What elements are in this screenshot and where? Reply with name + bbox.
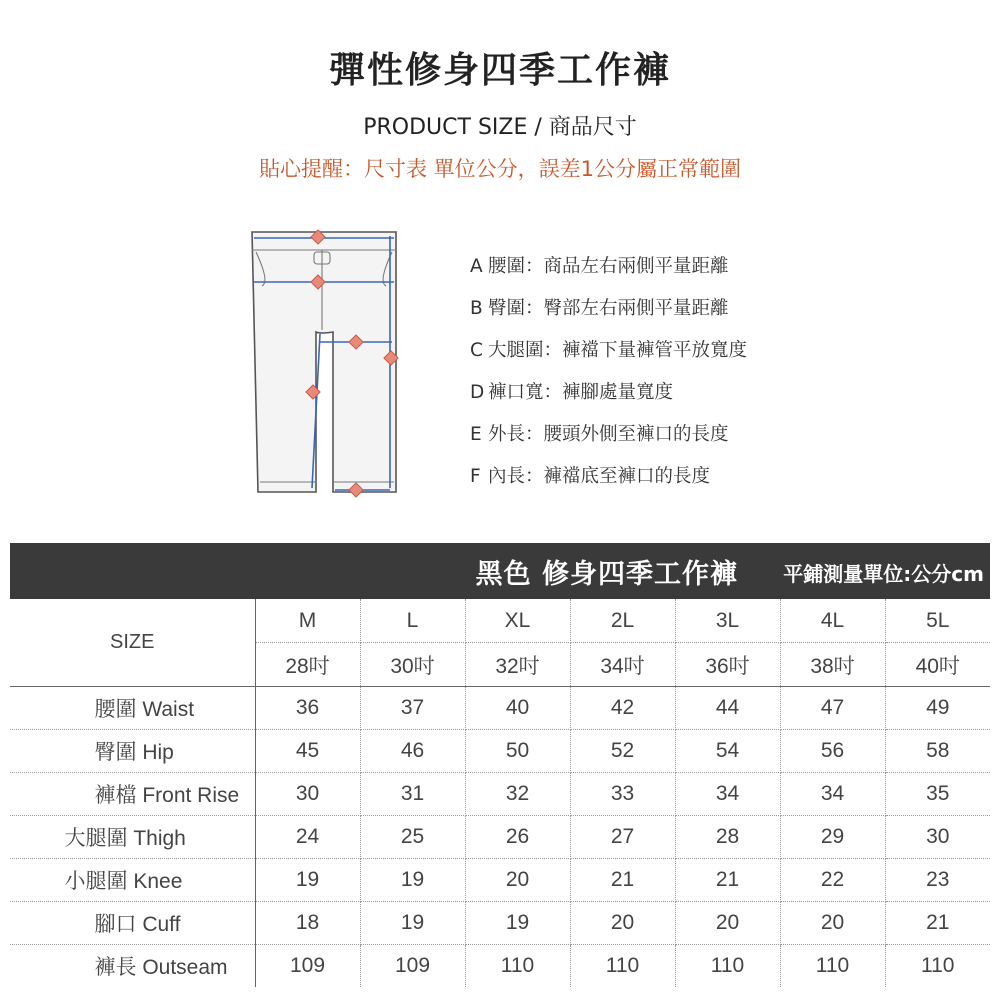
- legend-item: A 腰圍：商品左右兩側平量距離: [470, 256, 729, 277]
- banner-unit-note: 平鋪測量單位:公分cm: [783, 562, 984, 586]
- row-label: 臀圍 Hip: [10, 730, 255, 773]
- value-cell: 19: [255, 859, 360, 902]
- inch-cell: 36吋: [675, 643, 780, 687]
- row-label: 大腿圍 Thigh: [10, 816, 255, 859]
- inch-cell: 38吋: [780, 643, 885, 687]
- value-cell: 110: [570, 945, 675, 988]
- value-cell: 21: [885, 902, 990, 945]
- inch-cell: 28吋: [255, 643, 360, 687]
- value-cell: 33: [570, 773, 675, 816]
- legend-item: F 內長：褲襠底至褲口的長度: [470, 466, 711, 487]
- value-cell: 20: [780, 902, 885, 945]
- value-cell: 32: [465, 773, 570, 816]
- value-cell: 54: [675, 730, 780, 773]
- size-cell: 4L: [780, 599, 885, 643]
- value-cell: 34: [780, 773, 885, 816]
- value-cell: 110: [465, 945, 570, 988]
- value-cell: 26: [465, 816, 570, 859]
- value-cell: 46: [360, 730, 465, 773]
- inch-cell: 40吋: [885, 643, 990, 687]
- value-cell: 44: [675, 687, 780, 730]
- size-cell: 2L: [570, 599, 675, 643]
- row-label: 腳口 Cuff: [10, 902, 255, 945]
- table-row-waist: [10, 687, 990, 730]
- inch-cell: 34吋: [570, 643, 675, 687]
- value-cell: 52: [570, 730, 675, 773]
- value-cell: 58: [885, 730, 990, 773]
- banner-product-name: 黑色 修身四季工作褲: [475, 559, 738, 590]
- row-label: 褲檔 Front Rise: [10, 773, 255, 816]
- legend-item: C 大腿圍：褲襠下量褲管平放寬度: [470, 340, 748, 361]
- value-cell: 25: [360, 816, 465, 859]
- row-label: 褲長 Outseam: [10, 945, 255, 988]
- page-title: 彈性修身四季工作褲: [328, 50, 671, 91]
- value-cell: 20: [465, 859, 570, 902]
- value-cell: 24: [255, 816, 360, 859]
- value-cell: 31: [360, 773, 465, 816]
- table-row-front-rise: [10, 773, 990, 816]
- size-row: [10, 599, 990, 643]
- table-row-outseam: [10, 945, 990, 988]
- table-row-hip: [10, 730, 990, 773]
- value-cell: 19: [360, 902, 465, 945]
- value-cell: 35: [885, 773, 990, 816]
- measurement-notice: 貼心提醒：尺寸表 單位公分，誤差1公分屬正常範圍: [258, 157, 742, 181]
- inch-cell: 32吋: [465, 643, 570, 687]
- value-cell: 42: [570, 687, 675, 730]
- value-cell: 45: [255, 730, 360, 773]
- legend-item: E 外長：腰頭外側至褲口的長度: [470, 424, 729, 445]
- value-cell: 23: [885, 859, 990, 902]
- value-cell: 28: [675, 816, 780, 859]
- value-cell: 19: [360, 859, 465, 902]
- value-cell: 109: [255, 945, 360, 988]
- inch-cell: 30吋: [360, 643, 465, 687]
- size-cell: XL: [465, 599, 570, 643]
- product-size-subtitle: PRODUCT SIZE / 商品尺寸: [363, 115, 637, 140]
- size-cell: 3L: [675, 599, 780, 643]
- row-label: 腰圍 Waist: [10, 687, 255, 730]
- value-cell: 18: [255, 902, 360, 945]
- legend-item: B 臀圍：臀部左右兩側平量距離: [470, 298, 729, 319]
- value-cell: 22: [780, 859, 885, 902]
- value-cell: 109: [360, 945, 465, 988]
- value-cell: 20: [570, 902, 675, 945]
- value-cell: 110: [675, 945, 780, 988]
- value-cell: 20: [675, 902, 780, 945]
- size-cell: L: [360, 599, 465, 643]
- value-cell: 34: [675, 773, 780, 816]
- value-cell: 49: [885, 687, 990, 730]
- size-cell: M: [255, 599, 360, 643]
- table-row-thigh: [10, 816, 990, 859]
- pants-outline: [252, 232, 396, 492]
- size-header-label: SIZE: [10, 599, 255, 687]
- legend-item: D 褲口寬：褲腳處量寬度: [470, 382, 674, 403]
- value-cell: 21: [570, 859, 675, 902]
- size-cell: 5L: [885, 599, 990, 643]
- value-cell: 56: [780, 730, 885, 773]
- value-cell: 40: [465, 687, 570, 730]
- table-row-cuff: [10, 902, 990, 945]
- table-row-knee: [10, 859, 990, 902]
- value-cell: 36: [255, 687, 360, 730]
- row-label: 小腿圍 Knee: [10, 859, 255, 902]
- value-cell: 30: [885, 816, 990, 859]
- measurement-legend: [470, 252, 747, 504]
- value-cell: 21: [675, 859, 780, 902]
- size-table-banner: [10, 543, 990, 599]
- value-cell: 37: [360, 687, 465, 730]
- value-cell: 27: [570, 816, 675, 859]
- value-cell: 30: [255, 773, 360, 816]
- pants-measurement-diagram: [240, 222, 410, 504]
- value-cell: 50: [465, 730, 570, 773]
- value-cell: 47: [780, 687, 885, 730]
- value-cell: 110: [921, 954, 955, 977]
- value-cell: 29: [780, 816, 885, 859]
- value-cell: 110: [780, 945, 885, 988]
- value-cell: 19: [465, 902, 570, 945]
- size-table: [10, 599, 990, 987]
